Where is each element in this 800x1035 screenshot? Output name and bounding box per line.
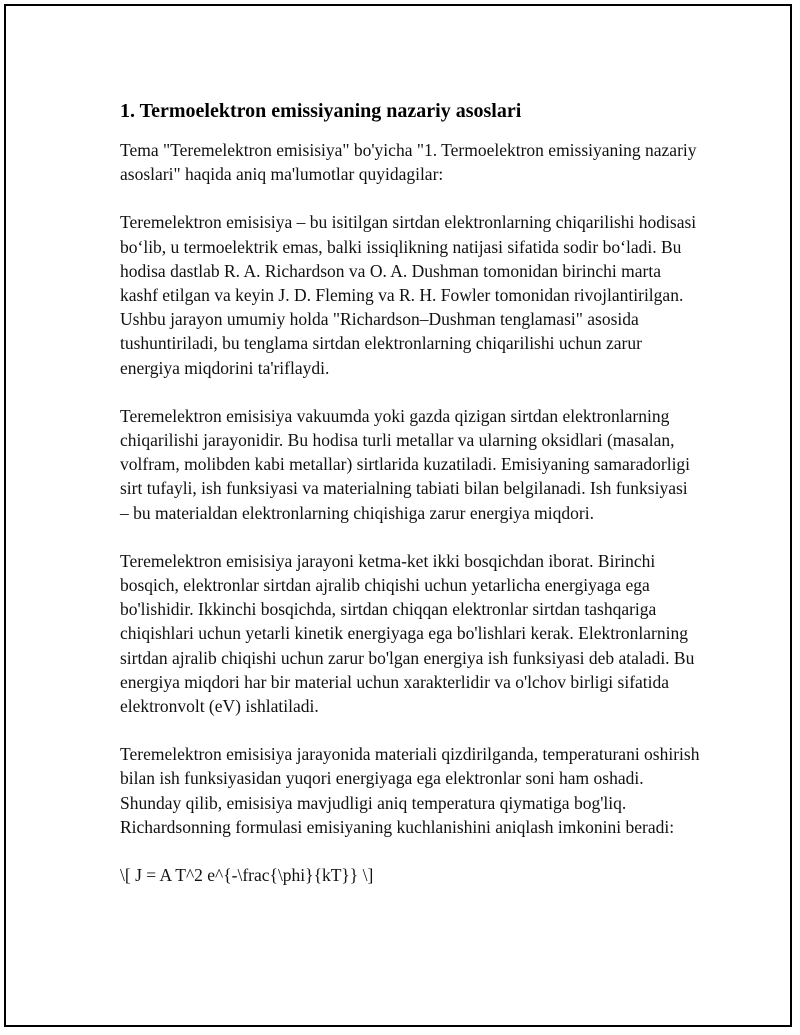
intro-paragraph: Tema "Teremelektron emisisiya" bo'yicha "1. Termoelektron emissiyaning nazariy asoslari" haqida aniq ma'lumotlar quyidagilar: (120, 140, 697, 185)
process-paragraph: Teremelektron emisisiya vakuumda yoki gazda qizigan sirtdan elektronlarning chiqarilishi jarayonidir. Bu hodisa turli metallar va ularning oksidlari (masalan, volfram, molibden kabi metallar) sirtlarida kuzatiladi. Emisiyaning samaradorligi sirt tufayli, ish funksiyasi va materialning tabiati bilan belgilanadi. Ish funksiyasi – bu materialdan elektronlarning chiqishiga zarur energiya miqdori. (120, 405, 691, 523)
temperature-paragraph: Teremelektron emisisiya jarayonida materiali qizdirilganda, temperaturani oshirish bilan ish funksiyasidan yuqori energiyaga ega elektronlar soni ham oshadi. Shunday qilib, emisisiya mavjudligi aniq temperatura qiymatiga bog'liq. Richardsonning formulasi emisiyaning kuchlanishini aniqlash imkonini beradi: (120, 744, 700, 837)
definition-paragraph: Teremelektron emisisiya – bu isitilgan sirtdan elektronlarning chiqarilishi hodisasi boʻlib, u termoelektrik emas, balki issiqlikning natijasi sifatida sodir boʻladi. Bu hodisa dastlab R. A. Richardson va O. A. Dushman tomonidan birinchi marta kashf etilgan va keyin J. D. Fleming va R. H. Fowler tomonidan rivojlantirilgan. Ushbu jarayon umumiy holda "Richardson–Dushman tenglamasi" asosida tushuntiriladi, bu tenglama sirtdan elektronlarning chiqarilishi uchun zarur energiya miqdorini ta'riflaydi. (120, 212, 697, 378)
page-frame (4, 4, 792, 1027)
stages-paragraph: Teremelektron emisisiya jarayoni ketma-ket ikki bosqichdan iborat. Birinchi bosqich, elektronlar sirtdan ajralib chiqishi uchun yetarlicha energiyaga ega bo'lishidir. Ikkinchi bosqichda, sirtdan chiqqan elektronlar sirtdan tashqariga chiqishlari uchun yetarli kinetik energiyaga ega bo'lishlari kerak. Elektronlarning sirtdan ajralib chiqishi uchun zarur bo'lgan energiya ish funksiyasi deb ataladi. Bu energiya miqdori har bir material uchun xarakterlidir va o'lchov birligi sifatida elektronvolt (eV) ishlatiladi. (120, 550, 695, 717)
document-content (120, 96, 700, 887)
richardson-formula: \[ J = A T^2 e^{-\frac{\phi}{kT}} \] (120, 865, 374, 886)
section-heading: 1. Termoelektron emissiyaning nazariy asoslari (120, 100, 522, 122)
